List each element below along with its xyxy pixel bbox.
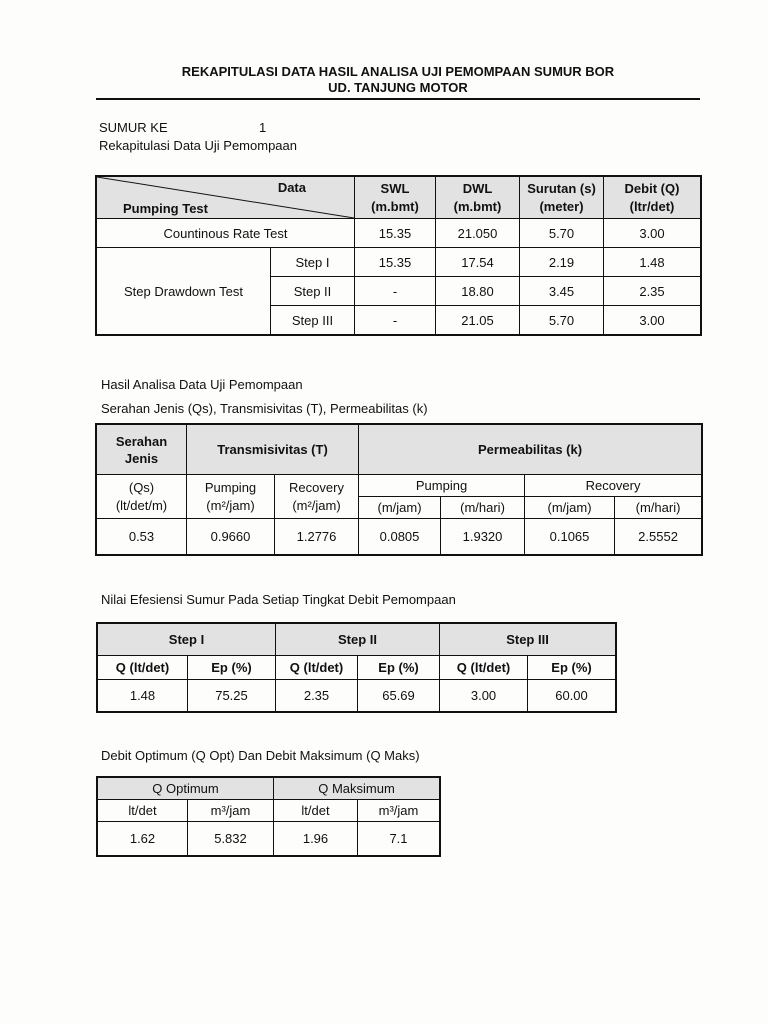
unit-cell: m³/jam	[358, 800, 440, 822]
row-label-step-drawdown: Step Drawdown Test	[97, 248, 271, 335]
table-row	[97, 219, 701, 248]
table-header-row	[98, 778, 440, 800]
step-label: Step I	[271, 248, 355, 277]
cell-value: 2.19	[520, 248, 604, 277]
subheader-ep: Ep (%)	[188, 656, 276, 680]
subheader-t-recovery: Recovery (m²/jam)	[275, 475, 359, 519]
subheader-t-pumping: Pumping (m²/jam)	[187, 475, 275, 519]
cell-value: 7.1	[358, 822, 440, 856]
unit-cell: (m/jam)	[359, 497, 441, 519]
cell-value: 15.35	[355, 248, 436, 277]
cell-value: 21.05	[436, 306, 520, 335]
section2-heading-2: Serahan Jenis (Qs), Transmisivitas (T), Permeabilitas (k)	[101, 401, 428, 416]
cell-value: 5.832	[188, 822, 274, 856]
subheader-k-recovery: Recovery	[525, 475, 702, 497]
subheader-q: Q (lt/det)	[276, 656, 358, 680]
cell-value: 2.35	[276, 680, 358, 712]
cell-value: 3.00	[604, 306, 701, 335]
cell-value: 1.9320	[441, 519, 525, 555]
subheader-ep: Ep (%)	[358, 656, 440, 680]
subheader-qs-unit: (Qs) (lt/det/m)	[97, 475, 187, 519]
cell-value: 3.45	[520, 277, 604, 306]
col-header-surutan: Surutan (s) (meter)	[520, 177, 604, 219]
title-line-1: REKAPITULASI DATA HASIL ANALISA UJI PEMOMPAAN SUMUR BOR	[181, 64, 615, 79]
cell-value: 21.050	[436, 219, 520, 248]
cell-value: 3.00	[440, 680, 528, 712]
table-subheader-row	[98, 656, 616, 680]
cell-value: 2.5552	[615, 519, 702, 555]
sumur-value: 1	[259, 120, 267, 135]
section1-heading: Rekapitulasi Data Uji Pemompaan	[99, 138, 297, 153]
table-row	[97, 248, 701, 277]
unit-cell: (m/jam)	[525, 497, 615, 519]
header-step-3: Step III	[440, 624, 616, 656]
row-label-continuous: Countinous Rate Test	[97, 219, 355, 248]
well-efficiency-table	[97, 623, 616, 712]
cell-value: 3.00	[604, 219, 701, 248]
cell-value: 5.70	[520, 306, 604, 335]
section3-heading: Nilai Efesiensi Sumur Pada Setiap Tingkat Debit Pemompaan	[101, 592, 456, 607]
cell-value: 1.48	[604, 248, 701, 277]
section4-heading: Debit Optimum (Q Opt) Dan Debit Maksimum (Q Maks)	[101, 748, 420, 763]
table-units-row	[98, 800, 440, 822]
cell-value: 15.35	[355, 219, 436, 248]
col-header-swl: SWL (m.bmt)	[355, 177, 436, 219]
subheader-q: Q (lt/det)	[98, 656, 188, 680]
cell-value: 1.62	[98, 822, 188, 856]
unit-cell: (m/hari)	[615, 497, 702, 519]
col-header-dwl: DWL (m.bmt)	[436, 177, 520, 219]
table-header-row	[97, 177, 701, 219]
header-step-2: Step II	[276, 624, 440, 656]
subheader-k-pumping: Pumping	[359, 475, 525, 497]
cell-value: 0.0805	[359, 519, 441, 555]
cell-value: 1.48	[98, 680, 188, 712]
sumur-label: SUMUR KE	[99, 120, 168, 135]
table-header-row	[97, 425, 702, 475]
corner-label-pumping-test: Pumping Test	[123, 201, 208, 216]
pumping-test-summary-table	[96, 176, 701, 335]
hydraulic-parameters-table	[96, 424, 702, 555]
step-label: Step II	[271, 277, 355, 306]
col-header-debit: Debit (Q) (ltr/det)	[604, 177, 701, 219]
table-row	[97, 519, 702, 555]
cell-value: 75.25	[188, 680, 276, 712]
header-transmisivitas: Transmisivitas (T)	[187, 425, 359, 475]
title-block	[96, 64, 700, 96]
corner-header-cell	[97, 177, 355, 219]
cell-value: 5.70	[520, 219, 604, 248]
debit-optimum-maksimum-table	[97, 777, 440, 856]
header-q-maksimum: Q Maksimum	[274, 778, 440, 800]
corner-label-data: Data	[277, 180, 306, 195]
cell-value: 1.96	[274, 822, 358, 856]
cell-value: 1.2776	[275, 519, 359, 555]
header-serahan-jenis: Serahan Jenis	[97, 425, 187, 475]
unit-cell: m³/jam	[188, 800, 274, 822]
step-label: Step III	[271, 306, 355, 335]
unit-cell: (m/hari)	[441, 497, 525, 519]
title-line-2: UD. TANJUNG MOTOR	[328, 80, 468, 95]
table-row	[98, 822, 440, 856]
cell-value: 60.00	[528, 680, 616, 712]
subheader-q: Q (lt/det)	[440, 656, 528, 680]
cell-value: 0.9660	[187, 519, 275, 555]
cell-value: 0.53	[97, 519, 187, 555]
cell-value: 17.54	[436, 248, 520, 277]
cell-value: 18.80	[436, 277, 520, 306]
table-subheader-row	[97, 475, 702, 497]
table-header-row	[98, 624, 616, 656]
table-row	[98, 680, 616, 712]
cell-value: 0.1065	[525, 519, 615, 555]
section2-heading-1: Hasil Analisa Data Uji Pemompaan	[101, 377, 303, 392]
cell-value: -	[355, 306, 436, 335]
header-q-optimum: Q Optimum	[98, 778, 274, 800]
title-underline	[96, 98, 700, 100]
cell-value: -	[355, 277, 436, 306]
subheader-ep: Ep (%)	[528, 656, 616, 680]
header-permeabilitas: Permeabilitas (k)	[359, 425, 702, 475]
unit-cell: lt/det	[98, 800, 188, 822]
cell-value: 2.35	[604, 277, 701, 306]
unit-cell: lt/det	[274, 800, 358, 822]
cell-value: 65.69	[358, 680, 440, 712]
header-step-1: Step I	[98, 624, 276, 656]
